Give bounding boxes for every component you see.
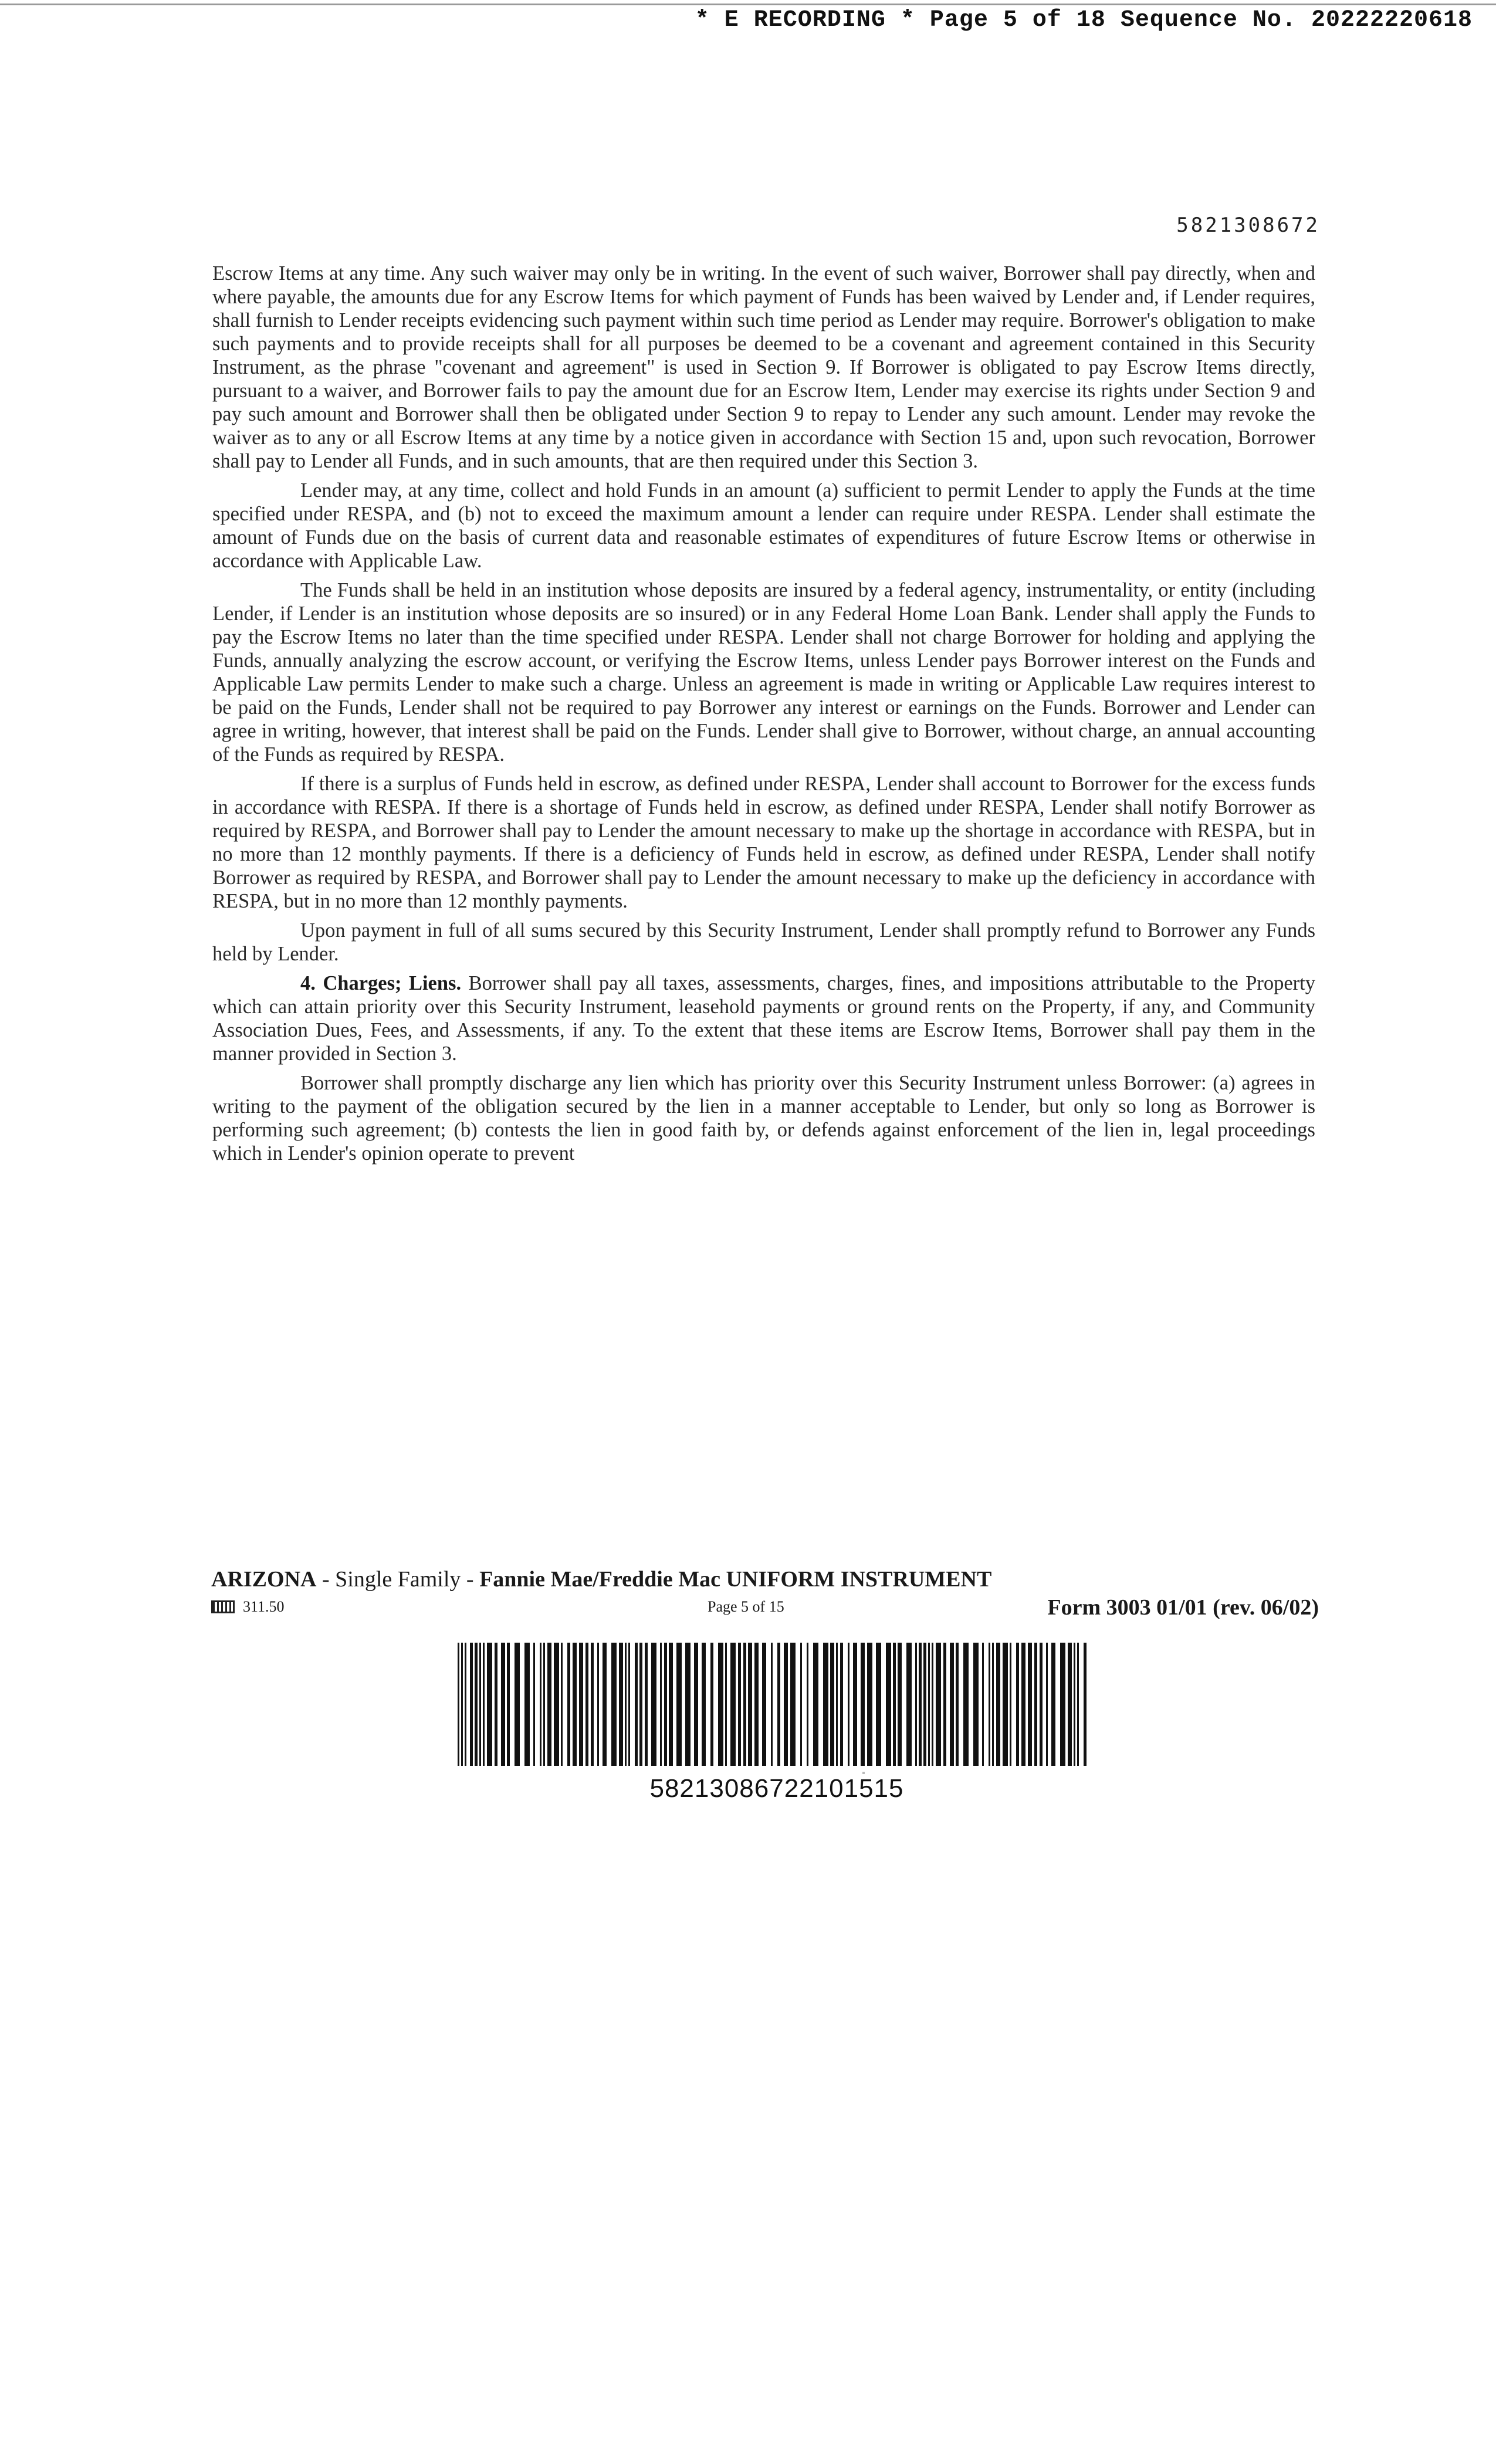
- barcode-bar: [915, 1643, 917, 1766]
- barcode-bar: [501, 1643, 505, 1766]
- barcode-bar: [1016, 1643, 1019, 1766]
- barcode-bar: [660, 1643, 662, 1766]
- paragraph-text: Borrower shall pay all taxes, assessments, charges, fines, and impositions attributable to the Property which can attain priority over this Security Instrument, leasehold payments or ground rents on the Property, if any, and Community Association Dues, Fees, and Assessments, if any. To the extent that these items are Escrow Items, Borrower shall pay them in the manner provided in Section 3.: [212, 972, 1315, 1065]
- barcode-bar: [1077, 1643, 1079, 1766]
- barcode-bar: [836, 1643, 838, 1766]
- barcode-bar: [807, 1643, 808, 1766]
- barcode-bar: [932, 1643, 933, 1766]
- barcode-bar: [702, 1643, 706, 1766]
- barcode-bar: [989, 1643, 990, 1766]
- barcode-bar: [718, 1643, 723, 1766]
- barcode-bar: [973, 1643, 979, 1766]
- barcode-bar: [524, 1643, 530, 1766]
- barcode-bars: [454, 1643, 1099, 1772]
- barcode-bar: [754, 1643, 759, 1766]
- instrument-name: Fannie Mae/Freddie Mac UNIFORM INSTRUMENT: [479, 1567, 992, 1592]
- barcode-bar: [573, 1643, 577, 1766]
- paragraph: [212, 972, 1315, 1065]
- barcode-bar: [1028, 1643, 1032, 1766]
- form-code-number: 311.50: [243, 1598, 285, 1615]
- barcode-bar: [507, 1643, 510, 1766]
- barcode-bar: [1068, 1643, 1072, 1766]
- barcode-bar: [823, 1643, 828, 1766]
- barcode-bar: [1010, 1643, 1011, 1766]
- form-type: - Single Family -: [316, 1567, 480, 1592]
- barcode-bar: [996, 1643, 1000, 1766]
- paragraph: [212, 262, 1315, 473]
- barcode-bar: [893, 1643, 896, 1766]
- barcode-bar: [669, 1643, 673, 1766]
- barcode-bar: [597, 1643, 599, 1766]
- barcode-bar: [585, 1643, 588, 1766]
- form-code: [211, 1598, 285, 1616]
- barcode-bar: [625, 1643, 627, 1766]
- state-name: ARIZONA: [211, 1567, 317, 1592]
- barcode-bar: [738, 1643, 741, 1766]
- barcode-bar: [645, 1643, 648, 1766]
- page-count: Page 5 of 15: [708, 1598, 784, 1615]
- barcode-bar: [603, 1643, 607, 1766]
- barcode-bar: [676, 1643, 682, 1766]
- vmp-logo-icon: [211, 1600, 235, 1613]
- barcode-bar: [561, 1643, 563, 1766]
- barcode-bar: [963, 1643, 969, 1766]
- barcode-bar: [543, 1643, 545, 1766]
- barcode-number: 58213086722101515: [649, 1774, 904, 1803]
- barcode-bar: [710, 1643, 713, 1766]
- barcode-bar: [730, 1643, 736, 1766]
- barcode-bar: [458, 1643, 459, 1766]
- barcode-bar: [853, 1643, 857, 1766]
- barcode-bar: [992, 1643, 994, 1766]
- barcode-bar: [956, 1643, 959, 1766]
- barcode-bar: [495, 1643, 497, 1766]
- paragraph: [212, 772, 1315, 913]
- barcode-bar: [743, 1643, 746, 1766]
- barcode-bar: [813, 1643, 818, 1766]
- barcode-bar: [628, 1643, 630, 1766]
- paragraph-text: The Funds shall be held in an institution whose deposits are insured by a federal agency, instrumentality, or entity (including Lender, if Lender is an institution whose deposits are so insured) or in any Federal Home Loan Bank. Lender shall apply the Funds to pay the Escrow Items no later than the time specified under RESPA. Lender shall not charge Borrower for holding and applying the Funds, annually analyzing the escrow account, or verifying the Escrow Items, unless Lender pays Borrower interest on the Funds and Applicable Law permits Lender to make such a charge. Unless an agreement is made in writing or Applicable Law requires interest to be paid on the Funds, Lender shall not be required to pay Borrower any interest or earnings on the Funds. Borrower and Lender can agree in writing, however, that interest shall be paid on the Funds. Lender shall give to Borrower, without charge, an annual accounting of the Funds as required by RESPA.: [212, 579, 1315, 766]
- barcode-bar: [876, 1643, 881, 1766]
- barcode-bar: [898, 1643, 902, 1766]
- barcode-bar: [470, 1643, 473, 1766]
- barcode-bar: [906, 1643, 912, 1766]
- barcode-bar: [840, 1643, 843, 1766]
- barcode-bar: [567, 1643, 570, 1766]
- paragraph-text: If there is a surplus of Funds held in escrow, as defined under RESPA, Lender shall account to Borrower for the excess funds in accordance with RESPA. If there is a shortage of Funds held in escrow, as defined under RESPA, Lender shall notify Borrower as required by RESPA, and Borrower shall pay to Lender the amount necessary to make up the shortage in accordance with RESPA, but in no more than 12 monthly payments. If there is a deficiency of Funds held in escrow, as defined under RESPA, Lender shall notify Borrower as required by RESPA, and Borrower shall pay to Lender the amount necessary to make up the deficiency in accordance with RESPA, but in no more than 12 monthly payments.: [212, 773, 1315, 912]
- barcode-bar: [635, 1643, 638, 1766]
- paragraph-text: Upon payment in full of all sums secured by this Security Instrument, Lender shall promptly refund to Borrower any Funds held by Lender.: [212, 919, 1315, 965]
- barcode-bar: [861, 1643, 865, 1766]
- paragraph: [212, 1071, 1315, 1165]
- barcode-bar: [1046, 1643, 1048, 1766]
- barcode-bar: [664, 1643, 667, 1766]
- scan-top-edge: [0, 4, 1496, 5]
- barcode-bar: [475, 1643, 478, 1766]
- barcode-bar: [1060, 1643, 1065, 1766]
- barcode-bar: [1003, 1643, 1008, 1766]
- barcode: [454, 1643, 1099, 1803]
- form-number: Form 3003 01/01 (rev. 06/02): [1047, 1595, 1319, 1620]
- barcode-bar: [771, 1643, 773, 1766]
- form-footer: [211, 1566, 1319, 1624]
- barcode-bar: [950, 1643, 954, 1766]
- paragraph-text: Borrower shall promptly discharge any lien which has priority over this Security Instrument unless Borrower: (a) agrees in writing to the payment of the obligation secured by the lien in a manner acceptable to Lender, but only so long as Borrower is performing such agreement; (b) contests the lien in good faith by, or defends against enforcement of the lien in, legal proceedings which in Lender's opinion operate to prevent: [212, 1072, 1315, 1165]
- barcode-bar: [936, 1643, 941, 1766]
- barcode-bar: [479, 1643, 481, 1766]
- barcode-bar: [685, 1643, 691, 1766]
- paragraph: [212, 919, 1315, 966]
- paragraph-text: Escrow Items at any time. Any such waiver may only be in writing. In the event of such waiver, Borrower shall pay directly, when and where payable, the amounts due for any Escrow Items for which payment of Funds has been waived by Lender and, if Lender requires, shall furnish to Lender receipts evidencing such payment within such time period as Lender may require. Borrower's obligation to make such payments and to provide receipts shall for all purposes be deemed to be a covenant and agreement contained in this Security Instrument, as the phrase "covenant and agreement" is used in Section 9. If Borrower is obligated to pay Escrow Items directly, pursuant to a waiver, and Borrower fails to pay the amount due for an Escrow Item, Lender may exercise its rights under Section 9 and pay such amount and Borrower shall then be obligated under Section 9 to repay to Lender any such amount. Lender may revoke the waiver as to any or all Escrow Items at any time by a notice given in accordance with Section 15 and, upon such revocation, Borrower shall pay to Lender all Funds, and in such amounts, that are then required under this Section 3.: [212, 262, 1315, 472]
- barcode-bar: [800, 1643, 802, 1766]
- section-heading: 4. Charges; Liens.: [300, 972, 462, 994]
- barcode-bar: [591, 1643, 594, 1766]
- paragraph-text: Lender may, at any time, collect and hold Funds in an amount (a) sufficient to permit Lender to apply the Funds at the time specified under RESPA, and (b) not to exceed the maximum amount a lender can require under RESPA. Lender shall estimate the amount of Funds due on the basis of current data and reasonable estimates of expenditures of future Escrow Items or otherwise in accordance with Applicable Law.: [212, 479, 1315, 572]
- barcode-bar: [533, 1643, 535, 1766]
- barcode-bar: [919, 1643, 922, 1766]
- barcode-bar: [515, 1643, 520, 1766]
- paragraph: [212, 479, 1315, 573]
- barcode-bar: [725, 1643, 727, 1766]
- barcode-bar: [943, 1643, 946, 1766]
- barcode-bar: [762, 1643, 766, 1766]
- barcode-bar: [639, 1643, 642, 1766]
- barcode-bar: [1040, 1643, 1043, 1766]
- barcode-bar: [982, 1643, 984, 1766]
- barcode-bar: [1084, 1643, 1087, 1766]
- form-title: [211, 1566, 1319, 1592]
- barcode-bar: [651, 1643, 656, 1766]
- barcode-bar: [1034, 1643, 1037, 1766]
- barcode-bar: [540, 1643, 541, 1766]
- barcode-bar: [928, 1643, 930, 1766]
- barcode-bar: [461, 1643, 463, 1766]
- barcode-bar: [848, 1643, 849, 1766]
- document-body: [212, 262, 1315, 1171]
- loan-number: 5821308672: [1176, 214, 1320, 237]
- scan-speck: [862, 1772, 865, 1774]
- barcode-bar: [790, 1643, 796, 1766]
- barcode-bar: [465, 1643, 466, 1766]
- barcode-bar: [554, 1643, 559, 1766]
- barcode-bar: [611, 1643, 617, 1766]
- barcode-bar: [748, 1643, 752, 1766]
- barcode-bar: [784, 1643, 788, 1766]
- barcode-bar: [1074, 1643, 1075, 1766]
- barcode-bar: [830, 1643, 834, 1766]
- barcode-bar: [547, 1643, 551, 1766]
- barcode-bar: [1051, 1643, 1055, 1766]
- barcode-bar: [923, 1643, 926, 1766]
- barcode-bar: [483, 1643, 485, 1766]
- barcode-bar: [619, 1643, 623, 1766]
- form-meta: [211, 1595, 1319, 1624]
- barcode-bar: [777, 1643, 780, 1766]
- recording-stamp: * E RECORDING * Page 5 of 18 Sequence No. 20222220618: [695, 7, 1473, 33]
- barcode-bar: [694, 1643, 698, 1766]
- barcode-bar: [886, 1643, 891, 1766]
- barcode-bar: [1021, 1643, 1025, 1766]
- barcode-bar: [579, 1643, 583, 1766]
- paragraph: [212, 578, 1315, 766]
- barcode-bar: [867, 1643, 872, 1766]
- barcode-bar: [487, 1643, 492, 1766]
